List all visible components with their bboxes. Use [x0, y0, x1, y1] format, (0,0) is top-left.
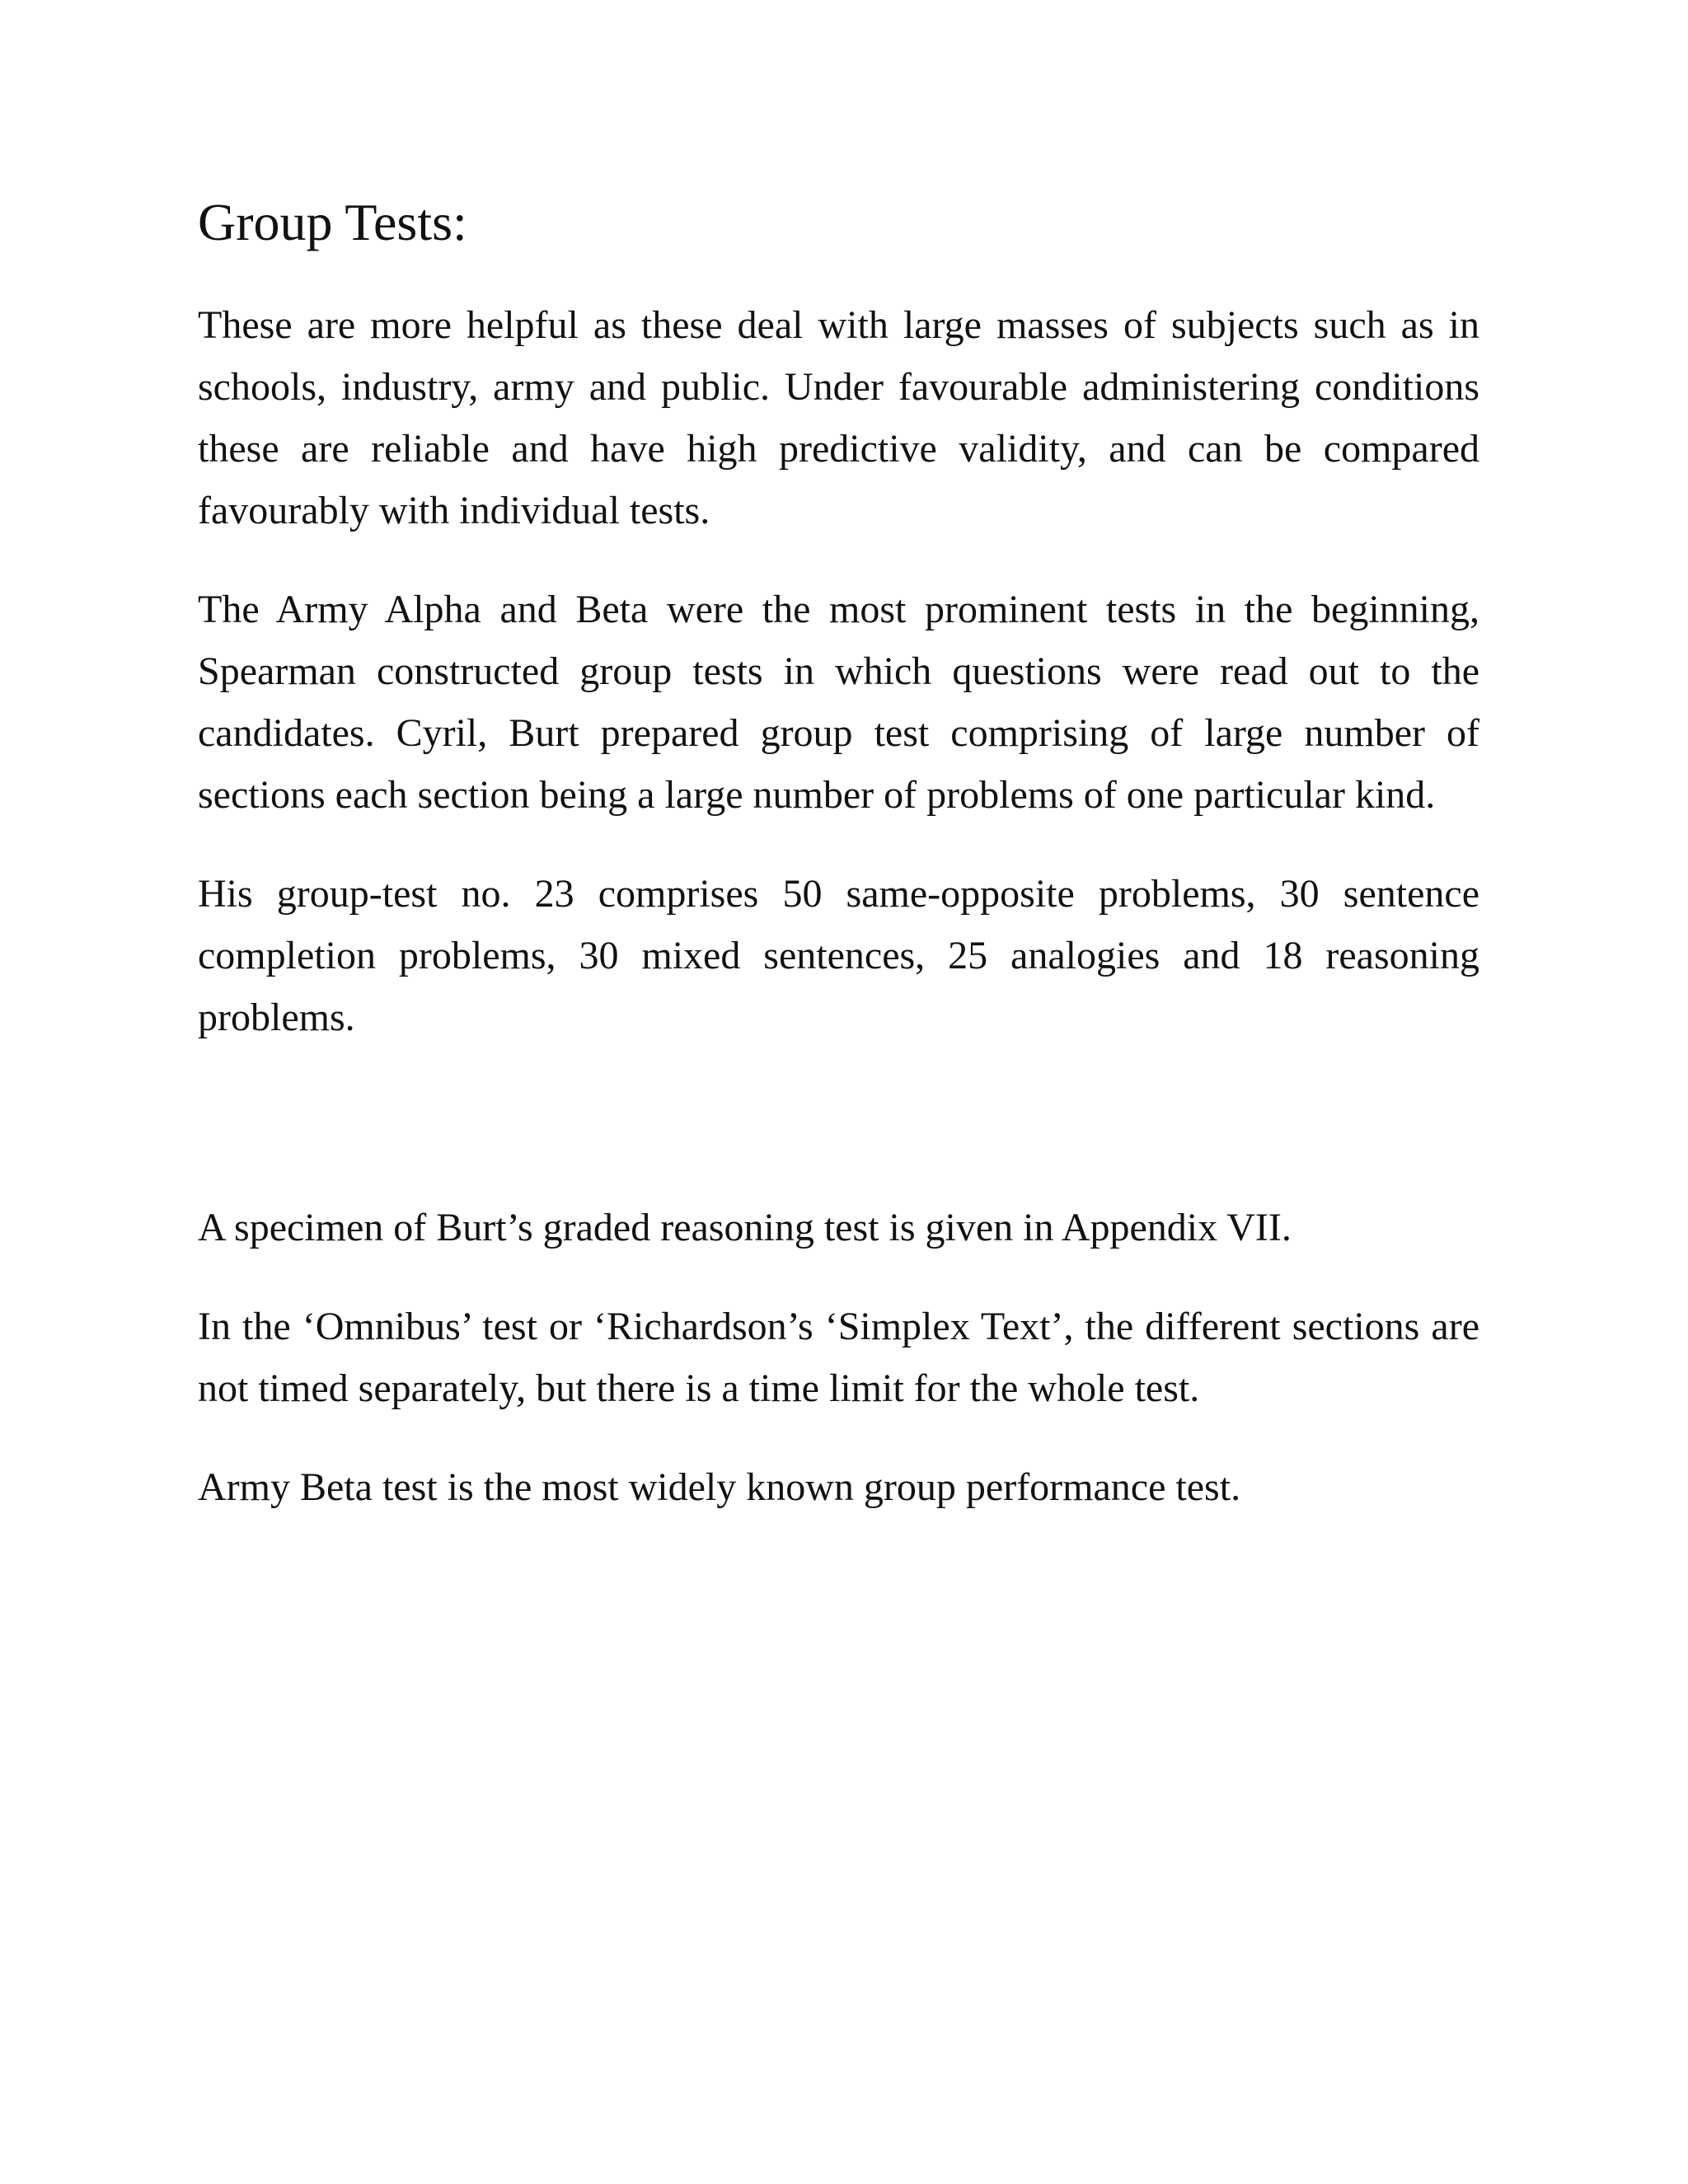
document-body	[198, 191, 1479, 1555]
paragraph-army-beta: Army Beta test is the most widely known group performance test.	[198, 1465, 1241, 1509]
section-heading: Group Tests:	[198, 193, 467, 251]
paragraph-group-tests-intro: These are more helpful as these deal with large masses of subjects such as in schools, industry, army and public. Under favourable administering conditions these are reliable and have high predictive validity, and can be compared favourably with individual tests.	[198, 302, 1479, 532]
paragraph-army-alpha-beta: The Army Alpha and Beta were the most prominent tests in the beginning, Spearman constructed group tests in which questions were read out to the candidates. Cyril, Burt prepared group test comprising of large number of sections each section being a large number of problems of one particular kind.	[198, 587, 1479, 817]
paragraph-omnibus-test: In the ‘Omnibus’ test or ‘Richardson’s ‘Simplex Text’, the different sections are not timed separately, but there is a time limit for the whole test.	[198, 1304, 1479, 1410]
paragraph-group-test-23: His group-test no. 23 comprises 50 same-opposite problems, 30 sentence completion problems, 30 mixed sentences, 25 analogies and 18 reasoning problems.	[198, 871, 1479, 1039]
paragraph-burt-specimen: A specimen of Burt’s graded reasoning test is given in Appendix VII.	[198, 1205, 1292, 1249]
